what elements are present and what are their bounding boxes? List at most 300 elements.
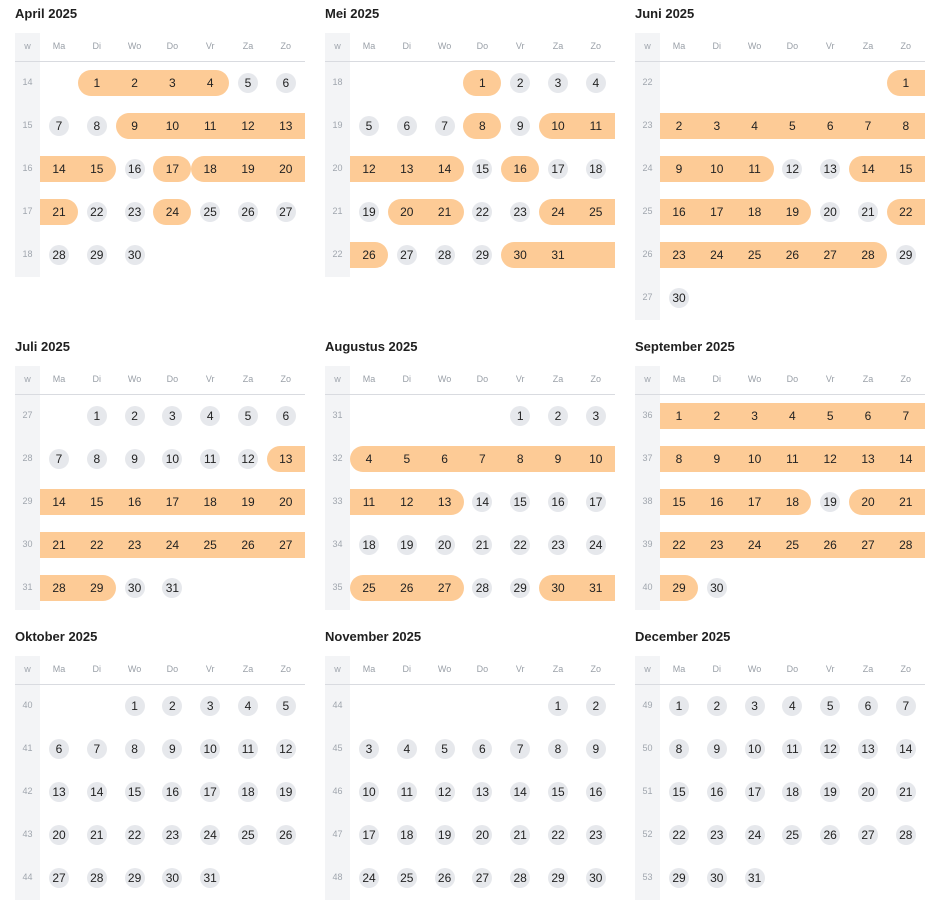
day-number[interactable]: 26 xyxy=(785,248,800,262)
day-number[interactable]: 5 xyxy=(365,119,373,133)
day-number[interactable]: 18 xyxy=(241,785,255,799)
week-number: 42 xyxy=(22,786,33,796)
day-number[interactable]: 19 xyxy=(241,162,255,176)
day-number[interactable]: 16 xyxy=(165,785,180,799)
day-number[interactable]: 10 xyxy=(165,119,180,133)
day-number[interactable]: 2 xyxy=(131,76,138,90)
day-number[interactable]: 18 xyxy=(785,785,800,799)
day-number[interactable]: 26 xyxy=(437,871,452,885)
weekday-header: Di xyxy=(92,41,102,51)
day-number[interactable]: 13 xyxy=(475,785,490,799)
day-number[interactable]: 2 xyxy=(713,409,721,423)
day-number[interactable]: 12 xyxy=(437,785,452,799)
day-number[interactable]: 1 xyxy=(675,409,683,423)
day-number[interactable]: 4 xyxy=(365,452,373,466)
day-number[interactable]: 15 xyxy=(90,162,104,176)
day-number[interactable]: 12 xyxy=(362,162,376,176)
day-number[interactable]: 3 xyxy=(713,119,721,133)
day-number[interactable]: 3 xyxy=(592,409,600,423)
day-number[interactable]: 3 xyxy=(206,699,214,713)
day-number[interactable]: 21 xyxy=(899,785,913,799)
week-number: 20 xyxy=(332,163,343,173)
day-number[interactable]: 6 xyxy=(826,119,834,133)
day-number[interactable]: 25 xyxy=(400,871,414,885)
day-number[interactable]: 19 xyxy=(823,495,837,509)
day-number[interactable]: 21 xyxy=(475,538,490,552)
day-number[interactable]: 26 xyxy=(823,828,837,842)
day-number[interactable]: 28 xyxy=(52,581,66,595)
day-number[interactable]: 28 xyxy=(437,248,452,262)
day-number[interactable]: 22 xyxy=(672,828,686,842)
day-number[interactable]: 10 xyxy=(165,452,180,466)
week-number: 16 xyxy=(22,163,33,173)
day-number[interactable]: 20 xyxy=(400,205,414,219)
day-number[interactable]: 7 xyxy=(55,452,63,466)
week-number: 24 xyxy=(642,163,653,173)
weekday-header: Za xyxy=(242,374,254,384)
weekday-header: Di xyxy=(92,664,102,674)
day-number[interactable]: 31 xyxy=(589,581,603,595)
day-number[interactable]: 14 xyxy=(52,162,66,176)
day-number[interactable]: 31 xyxy=(165,581,180,595)
day-number[interactable]: 15 xyxy=(475,162,490,176)
day-number[interactable]: 31 xyxy=(747,871,762,885)
header-divider xyxy=(15,684,305,685)
day-number[interactable]: 26 xyxy=(400,581,414,595)
day-number[interactable]: 6 xyxy=(441,452,448,466)
day-number[interactable]: 11 xyxy=(589,119,603,133)
day-number[interactable]: 27 xyxy=(279,205,293,219)
day-number[interactable]: 28 xyxy=(52,248,66,262)
day-number[interactable]: 3 xyxy=(169,409,176,423)
day-number[interactable]: 19 xyxy=(241,495,255,509)
week-number: 48 xyxy=(332,872,343,882)
day-number[interactable]: 18 xyxy=(400,828,414,842)
weekday-header: Do xyxy=(166,41,179,51)
day-number[interactable]: 3 xyxy=(365,742,373,756)
day-number[interactable]: 5 xyxy=(826,699,834,713)
day-number[interactable]: 10 xyxy=(747,452,762,466)
day-number[interactable]: 6 xyxy=(479,742,486,756)
day-number[interactable]: 4 xyxy=(206,76,214,90)
day-number[interactable]: 5 xyxy=(826,409,834,423)
day-number[interactable]: 22 xyxy=(127,828,142,842)
day-number[interactable]: 9 xyxy=(169,742,176,756)
week-number: 36 xyxy=(642,410,653,420)
day-number[interactable]: 21 xyxy=(437,205,452,219)
day-number[interactable]: 24 xyxy=(362,871,376,885)
day-number[interactable]: 23 xyxy=(710,538,724,552)
day-number[interactable]: 21 xyxy=(52,538,66,552)
day-number[interactable]: 15 xyxy=(672,495,686,509)
day-number[interactable]: 29 xyxy=(475,248,490,262)
day-number[interactable]: 4 xyxy=(403,742,411,756)
day-number[interactable]: 9 xyxy=(675,162,683,176)
day-number[interactable]: 8 xyxy=(675,452,683,466)
day-number[interactable]: 11 xyxy=(400,785,414,799)
day-number[interactable]: 5 xyxy=(282,699,290,713)
day-number[interactable]: 11 xyxy=(786,452,799,466)
day-number[interactable]: 17 xyxy=(165,162,180,176)
day-number[interactable]: 31 xyxy=(203,871,217,885)
day-number[interactable]: 30 xyxy=(165,871,180,885)
month-calendar xyxy=(635,0,925,341)
day-number[interactable]: 10 xyxy=(551,119,565,133)
day-number[interactable]: 7 xyxy=(93,742,101,756)
weekday-header: Do xyxy=(786,41,799,51)
day-number[interactable]: 11 xyxy=(362,495,376,509)
day-number[interactable]: 12 xyxy=(823,452,837,466)
day-number[interactable]: 27 xyxy=(861,538,875,552)
day-number[interactable]: 27 xyxy=(475,871,490,885)
day-number[interactable]: 21 xyxy=(513,828,527,842)
day-number[interactable]: 4 xyxy=(244,699,252,713)
day-number[interactable]: 30 xyxy=(672,291,686,305)
day-number[interactable]: 20 xyxy=(475,828,490,842)
day-number[interactable]: 28 xyxy=(899,828,913,842)
day-number[interactable]: 25 xyxy=(747,248,762,262)
day-number[interactable]: 6 xyxy=(282,409,290,423)
day-number[interactable]: 30 xyxy=(127,581,142,595)
day-number[interactable]: 17 xyxy=(203,785,217,799)
day-number[interactable]: 26 xyxy=(241,538,255,552)
day-number[interactable]: 15 xyxy=(672,785,686,799)
day-number[interactable]: 21 xyxy=(52,205,66,219)
day-number[interactable]: 3 xyxy=(169,76,176,90)
day-number[interactable]: 23 xyxy=(513,205,527,219)
day-number[interactable]: 16 xyxy=(710,785,724,799)
day-number[interactable]: 8 xyxy=(93,119,101,133)
day-number[interactable]: 25 xyxy=(589,205,603,219)
week-number: 21 xyxy=(332,206,343,216)
day-number[interactable]: 5 xyxy=(244,409,252,423)
day-number[interactable]: 25 xyxy=(785,828,800,842)
day-number[interactable]: 27 xyxy=(52,871,66,885)
day-number[interactable]: 4 xyxy=(592,76,600,90)
weekday-header: Vr xyxy=(825,374,835,384)
day-number[interactable]: 19 xyxy=(437,828,452,842)
day-number[interactable]: 18 xyxy=(747,205,762,219)
day-number[interactable]: 19 xyxy=(400,538,414,552)
day-number[interactable]: 16 xyxy=(551,495,565,509)
day-number[interactable]: 14 xyxy=(475,495,490,509)
day-number[interactable]: 18 xyxy=(589,162,603,176)
day-number[interactable]: 2 xyxy=(554,409,562,423)
day-number[interactable]: 17 xyxy=(710,205,724,219)
day-number[interactable]: 15 xyxy=(513,495,527,509)
day-number[interactable]: 23 xyxy=(551,538,565,552)
day-number[interactable]: 5 xyxy=(789,119,796,133)
day-number[interactable]: 27 xyxy=(823,248,837,262)
day-number[interactable]: 19 xyxy=(279,785,293,799)
day-number[interactable]: 21 xyxy=(861,205,875,219)
day-number[interactable]: 8 xyxy=(902,119,910,133)
day-number[interactable]: 25 xyxy=(203,205,217,219)
day-number[interactable]: 2 xyxy=(713,699,721,713)
day-number[interactable]: 11 xyxy=(203,119,217,133)
day-number[interactable]: 7 xyxy=(902,699,910,713)
day-number[interactable]: 26 xyxy=(241,205,255,219)
day-number[interactable]: 28 xyxy=(475,581,490,595)
day-number[interactable]: 17 xyxy=(589,495,603,509)
day-number[interactable]: 8 xyxy=(131,742,138,756)
day-number[interactable]: 6 xyxy=(864,409,872,423)
day-number[interactable]: 28 xyxy=(90,871,104,885)
day-number[interactable]: 24 xyxy=(747,828,762,842)
day-number[interactable]: 11 xyxy=(748,162,761,176)
day-number[interactable]: 17 xyxy=(747,785,762,799)
day-number[interactable]: 1 xyxy=(675,699,683,713)
day-number[interactable]: 25 xyxy=(785,538,800,552)
day-number[interactable]: 29 xyxy=(513,581,527,595)
day-number[interactable]: 12 xyxy=(279,742,293,756)
day-number[interactable]: 30 xyxy=(551,581,565,595)
week-header: w xyxy=(24,664,31,674)
day-number[interactable]: 29 xyxy=(551,871,565,885)
day-number[interactable]: 8 xyxy=(675,742,683,756)
day-number[interactable]: 23 xyxy=(672,248,686,262)
day-number[interactable]: 6 xyxy=(55,742,63,756)
day-number[interactable]: 2 xyxy=(592,699,600,713)
day-number[interactable]: 29 xyxy=(899,248,913,262)
day-number[interactable]: 3 xyxy=(751,409,758,423)
day-number[interactable]: 18 xyxy=(203,495,217,509)
day-number[interactable]: 22 xyxy=(513,538,527,552)
day-number[interactable]: 20 xyxy=(52,828,66,842)
day-number[interactable]: 8 xyxy=(479,119,486,133)
day-number[interactable]: 7 xyxy=(479,452,486,466)
day-number[interactable]: 13 xyxy=(861,452,875,466)
day-number[interactable]: 25 xyxy=(203,538,217,552)
day-number[interactable]: 5 xyxy=(441,742,448,756)
day-number[interactable]: 6 xyxy=(864,699,872,713)
day-number[interactable]: 15 xyxy=(551,785,565,799)
day-number[interactable]: 29 xyxy=(90,581,104,595)
day-number[interactable]: 22 xyxy=(672,538,686,552)
day-number[interactable]: 29 xyxy=(672,581,686,595)
day-number[interactable]: 4 xyxy=(206,409,214,423)
weekday-header: Do xyxy=(476,374,489,384)
day-number[interactable]: 7 xyxy=(516,742,524,756)
day-number[interactable]: 7 xyxy=(902,409,910,423)
day-number[interactable]: 24 xyxy=(747,538,762,552)
day-number[interactable]: 2 xyxy=(169,699,176,713)
day-number[interactable]: 16 xyxy=(513,162,527,176)
day-number[interactable]: 20 xyxy=(437,538,452,552)
day-number[interactable]: 17 xyxy=(551,162,565,176)
weekday-header: Ma xyxy=(52,664,66,674)
day-number[interactable]: 20 xyxy=(823,205,837,219)
day-number[interactable]: 10 xyxy=(710,162,724,176)
day-number[interactable]: 14 xyxy=(52,495,66,509)
day-number[interactable]: 20 xyxy=(861,785,875,799)
day-number[interactable]: 21 xyxy=(90,828,104,842)
day-number[interactable]: 11 xyxy=(203,452,217,466)
day-number[interactable]: 21 xyxy=(899,495,913,509)
day-number[interactable]: 13 xyxy=(437,495,452,509)
day-number[interactable]: 10 xyxy=(747,742,762,756)
day-number[interactable]: 29 xyxy=(127,871,142,885)
day-number[interactable]: 15 xyxy=(90,495,104,509)
day-number[interactable]: 30 xyxy=(513,248,527,262)
day-number[interactable]: 23 xyxy=(710,828,724,842)
day-number[interactable]: 27 xyxy=(279,538,293,552)
day-number[interactable]: 9 xyxy=(713,742,721,756)
day-number[interactable]: 22 xyxy=(551,828,565,842)
day-number[interactable]: 1 xyxy=(554,699,562,713)
day-number[interactable]: 14 xyxy=(861,162,875,176)
day-number[interactable]: 10 xyxy=(362,785,376,799)
day-number[interactable]: 1 xyxy=(93,76,101,90)
day-number[interactable]: 7 xyxy=(55,119,63,133)
day-number[interactable]: 11 xyxy=(241,742,255,756)
day-number[interactable]: 14 xyxy=(437,162,452,176)
day-number[interactable]: 12 xyxy=(241,452,255,466)
day-number[interactable]: 24 xyxy=(165,538,180,552)
day-number[interactable]: 15 xyxy=(127,785,142,799)
day-number[interactable]: 24 xyxy=(710,248,724,262)
week-header: w xyxy=(644,374,651,384)
day-number[interactable]: 6 xyxy=(403,119,411,133)
day-number[interactable]: 9 xyxy=(131,119,138,133)
day-number[interactable]: 16 xyxy=(127,495,142,509)
day-number[interactable]: 30 xyxy=(589,871,603,885)
day-number[interactable]: 7 xyxy=(864,119,872,133)
day-number[interactable]: 13 xyxy=(861,742,875,756)
day-number[interactable]: 9 xyxy=(554,452,562,466)
day-number[interactable]: 3 xyxy=(751,699,758,713)
day-number[interactable]: 31 xyxy=(551,248,565,262)
day-number[interactable]: 3 xyxy=(554,76,562,90)
day-number[interactable]: 20 xyxy=(279,162,293,176)
day-number[interactable]: 2 xyxy=(131,409,138,423)
day-number[interactable]: 20 xyxy=(861,495,875,509)
day-number[interactable]: 23 xyxy=(165,828,180,842)
week-header: w xyxy=(24,41,31,51)
day-number[interactable]: 14 xyxy=(899,452,913,466)
day-number[interactable]: 12 xyxy=(400,495,414,509)
day-number[interactable]: 18 xyxy=(362,538,376,552)
day-number[interactable]: 24 xyxy=(589,538,603,552)
day-number[interactable]: 28 xyxy=(899,538,913,552)
day-number[interactable]: 20 xyxy=(279,495,293,509)
day-number[interactable]: 4 xyxy=(751,119,758,133)
day-number[interactable]: 13 xyxy=(279,452,293,466)
day-number[interactable]: 30 xyxy=(710,581,724,595)
day-number[interactable]: 8 xyxy=(516,452,524,466)
day-number[interactable]: 27 xyxy=(861,828,875,842)
day-number[interactable]: 25 xyxy=(362,581,376,595)
day-number[interactable]: 9 xyxy=(713,452,721,466)
day-number[interactable]: 18 xyxy=(203,162,217,176)
day-number[interactable]: 13 xyxy=(279,119,293,133)
day-number[interactable]: 1 xyxy=(902,76,910,90)
day-number[interactable]: 27 xyxy=(437,581,452,595)
day-number[interactable]: 2 xyxy=(516,76,524,90)
day-number[interactable]: 7 xyxy=(441,119,448,133)
day-number[interactable]: 13 xyxy=(400,162,414,176)
day-number[interactable]: 26 xyxy=(362,248,376,262)
day-number[interactable]: 12 xyxy=(823,742,837,756)
day-number[interactable]: 8 xyxy=(554,742,562,756)
day-number[interactable]: 5 xyxy=(403,452,411,466)
day-number[interactable]: 6 xyxy=(282,76,290,90)
day-number[interactable]: 15 xyxy=(899,162,913,176)
day-number[interactable]: 16 xyxy=(127,162,142,176)
day-number[interactable]: 14 xyxy=(899,742,913,756)
day-number[interactable]: 16 xyxy=(672,205,686,219)
header-divider xyxy=(325,684,615,685)
day-number[interactable]: 17 xyxy=(362,828,376,842)
day-number[interactable]: 12 xyxy=(241,119,255,133)
day-number[interactable]: 18 xyxy=(785,495,800,509)
day-number[interactable]: 9 xyxy=(516,119,524,133)
day-number[interactable]: 9 xyxy=(592,742,600,756)
day-number[interactable]: 22 xyxy=(475,205,490,219)
day-number[interactable]: 1 xyxy=(516,409,524,423)
day-number[interactable]: 30 xyxy=(710,871,724,885)
weekday-header: Vr xyxy=(515,664,525,674)
day-number[interactable]: 17 xyxy=(747,495,762,509)
day-number[interactable]: 30 xyxy=(127,248,142,262)
day-number[interactable]: 16 xyxy=(710,495,724,509)
day-number[interactable]: 23 xyxy=(127,205,142,219)
day-number[interactable]: 10 xyxy=(203,742,217,756)
day-number[interactable]: 29 xyxy=(90,248,104,262)
day-number[interactable]: 14 xyxy=(90,785,104,799)
day-number[interactable]: 4 xyxy=(789,409,796,423)
weekday-header: Di xyxy=(402,41,412,51)
day-number[interactable]: 25 xyxy=(241,828,255,842)
day-number[interactable]: 26 xyxy=(279,828,293,842)
day-number[interactable]: 5 xyxy=(244,76,252,90)
day-number[interactable]: 1 xyxy=(93,409,101,423)
day-number[interactable]: 22 xyxy=(90,538,104,552)
day-number[interactable]: 22 xyxy=(90,205,104,219)
day-number[interactable]: 29 xyxy=(672,871,686,885)
day-number[interactable]: 27 xyxy=(400,248,414,262)
day-number[interactable]: 1 xyxy=(479,76,486,90)
day-number[interactable]: 23 xyxy=(589,828,603,842)
day-number[interactable]: 19 xyxy=(785,205,800,219)
day-number[interactable]: 4 xyxy=(789,699,796,713)
day-number[interactable]: 10 xyxy=(589,452,603,466)
day-number[interactable]: 28 xyxy=(861,248,875,262)
day-number[interactable]: 24 xyxy=(551,205,565,219)
day-number[interactable]: 1 xyxy=(131,699,138,713)
day-number[interactable]: 8 xyxy=(93,452,101,466)
day-number[interactable]: 24 xyxy=(165,205,180,219)
day-number[interactable]: 9 xyxy=(131,452,138,466)
day-number[interactable]: 22 xyxy=(899,205,913,219)
day-number[interactable]: 28 xyxy=(513,871,527,885)
header-divider xyxy=(635,394,925,395)
day-number[interactable]: 19 xyxy=(823,785,837,799)
day-number[interactable]: 24 xyxy=(203,828,217,842)
day-number[interactable]: 19 xyxy=(362,205,376,219)
day-number[interactable]: 23 xyxy=(127,538,142,552)
day-number[interactable]: 2 xyxy=(675,119,683,133)
day-number[interactable]: 11 xyxy=(786,742,799,756)
day-number[interactable]: 26 xyxy=(823,538,837,552)
week-number: 51 xyxy=(642,786,653,796)
day-number[interactable]: 17 xyxy=(165,495,180,509)
day-number[interactable]: 13 xyxy=(52,785,66,799)
day-number[interactable]: 12 xyxy=(785,162,800,176)
day-number[interactable]: 13 xyxy=(823,162,837,176)
day-number[interactable]: 16 xyxy=(589,785,603,799)
day-number[interactable]: 14 xyxy=(513,785,527,799)
